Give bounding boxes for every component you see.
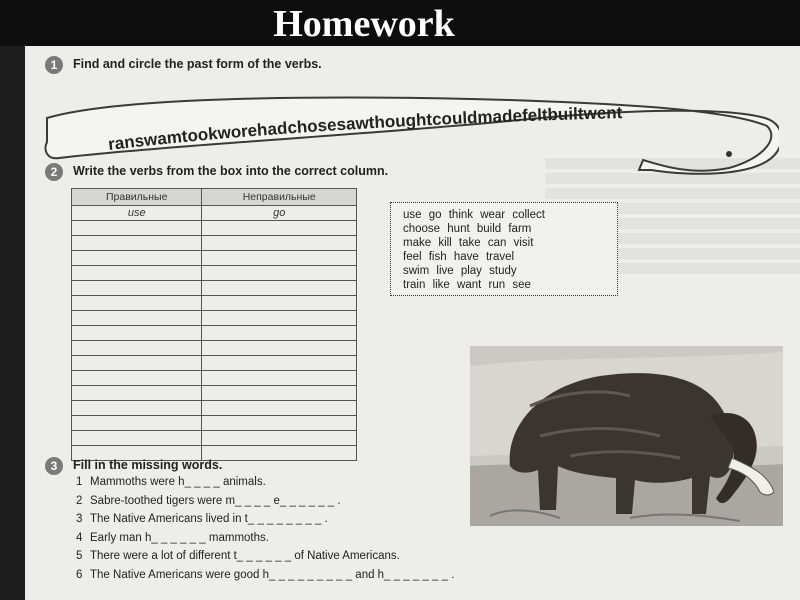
item-number: 1 xyxy=(76,476,83,488)
verb-table-row xyxy=(72,206,357,221)
word-box-line: use go think wear collect xyxy=(403,209,545,221)
verb-table-row xyxy=(72,251,357,266)
verb-cell-irregular[interactable] xyxy=(202,341,357,356)
verb-table-body xyxy=(72,206,357,461)
verb-cell-irregular[interactable] xyxy=(202,371,357,386)
snake-letters: ranswamtookworehadchosesawthoughtcouldmadefeltbuiltwent xyxy=(107,103,623,154)
column-regular: Правильные xyxy=(72,189,202,206)
word-box-line: make kill take can visit xyxy=(403,237,534,249)
mammoth-illustration xyxy=(470,346,783,526)
verb-cell-regular[interactable] xyxy=(72,281,202,296)
item-text: The Native Americans lived in t_ _ _ _ _ _ _ _ . xyxy=(90,513,328,525)
verb-table xyxy=(71,188,357,461)
title-bar xyxy=(0,0,800,46)
item-number: 4 xyxy=(76,531,83,544)
verb-cell-irregular[interactable] xyxy=(202,266,357,281)
verb-cell-irregular[interactable] xyxy=(202,401,357,416)
section-2-number: 2 xyxy=(45,163,63,181)
verb-table-row xyxy=(72,266,357,281)
verb-cell-regular[interactable] xyxy=(72,431,202,446)
verb-cell-regular[interactable] xyxy=(72,221,202,236)
word-box-line: choose hunt build farm xyxy=(403,223,532,235)
item-number: 3 xyxy=(76,513,83,525)
worksheet-page xyxy=(25,46,800,600)
verb-table-row xyxy=(72,386,357,401)
verb-cell-irregular[interactable] xyxy=(202,356,357,371)
verb-cell-irregular[interactable] xyxy=(202,236,357,251)
verb-cell-irregular[interactable] xyxy=(202,326,357,341)
word-box-line: feel fish have travel xyxy=(403,251,515,263)
word-box-line: train like want run see xyxy=(403,279,531,291)
verb-cell-regular[interactable] xyxy=(72,416,202,431)
verb-cell-regular[interactable] xyxy=(72,236,202,251)
verb-cell-irregular[interactable] xyxy=(202,416,357,431)
verb-table-header xyxy=(72,189,357,206)
item-number: 5 xyxy=(76,550,83,562)
section-1-number: 1 xyxy=(45,56,63,74)
column-irregular: Неправильные xyxy=(202,189,357,206)
verb-cell-irregular[interactable] xyxy=(202,311,357,326)
verb-cell-regular[interactable] xyxy=(72,326,202,341)
item-text: There were a lot of different t_ _ _ _ _ _ of Native Americans. xyxy=(90,550,400,562)
section-2-title: Write the verbs from the box into the correct column. xyxy=(73,164,389,178)
section-3-number: 3 xyxy=(45,457,63,475)
verb-cell-regular[interactable] xyxy=(72,401,202,416)
verb-cell-regular[interactable] xyxy=(72,296,202,311)
verb-cell-regular[interactable] xyxy=(72,311,202,326)
verb-cell-regular[interactable] xyxy=(72,341,202,356)
verb-cell-irregular[interactable]: go xyxy=(202,206,357,221)
verb-cell-irregular[interactable] xyxy=(202,296,357,311)
verb-cell-regular[interactable] xyxy=(72,371,202,386)
fill-in-item xyxy=(76,476,266,488)
verb-table-row xyxy=(72,371,357,386)
verb-table-row xyxy=(72,311,357,326)
verb-cell-irregular[interactable] xyxy=(202,431,357,446)
item-number: 2 xyxy=(76,494,83,507)
verb-table-row xyxy=(72,221,357,236)
verb-table-row xyxy=(72,431,357,446)
verb-cell-regular[interactable] xyxy=(72,356,202,371)
word-box-line: swim live play study xyxy=(403,265,517,277)
fill-in-item xyxy=(76,513,328,525)
verb-cell-irregular[interactable] xyxy=(202,281,357,296)
item-text: Mammoths were h_ _ _ _ animals. xyxy=(90,476,266,488)
item-text: The Native Americans were good h_ _ _ _ _ _ _ _ _ and h_ _ _ _ _ _ _ . xyxy=(90,568,455,581)
item-text: Early man h_ _ _ _ _ _ mammoths. xyxy=(90,531,269,544)
item-text: Sabre-toothed tigers were m_ _ _ _ e_ _ _ _ _ _ . xyxy=(90,494,341,507)
verb-cell-irregular[interactable] xyxy=(202,446,357,461)
fill-in-item xyxy=(76,532,269,544)
fill-in-item xyxy=(76,569,454,581)
verb-word-box xyxy=(390,202,618,296)
item-number: 6 xyxy=(76,568,83,581)
verb-cell-irregular[interactable] xyxy=(202,221,357,236)
verb-table-row xyxy=(72,356,357,371)
verb-table-row xyxy=(72,326,357,341)
slide-title: Homework xyxy=(273,3,455,45)
verb-cell-irregular[interactable] xyxy=(202,251,357,266)
verb-cell-regular[interactable] xyxy=(72,266,202,281)
verb-cell-irregular[interactable] xyxy=(202,386,357,401)
verb-table-row xyxy=(72,236,357,251)
verb-cell-regular[interactable] xyxy=(72,386,202,401)
verb-cell-regular[interactable] xyxy=(72,251,202,266)
verb-table-row xyxy=(72,281,357,296)
verb-table-row xyxy=(72,296,357,311)
snake-eye xyxy=(726,151,732,157)
verb-cell-regular[interactable]: use xyxy=(72,206,202,221)
verb-table-row xyxy=(72,341,357,356)
section-1-title: Find and circle the past form of the verbs. xyxy=(73,57,322,71)
fill-in-item xyxy=(76,550,400,562)
fill-in-item xyxy=(76,495,341,507)
section-3-title: Fill in the missing words. xyxy=(73,458,223,472)
verb-table-row xyxy=(72,401,357,416)
verb-table-row xyxy=(72,416,357,431)
